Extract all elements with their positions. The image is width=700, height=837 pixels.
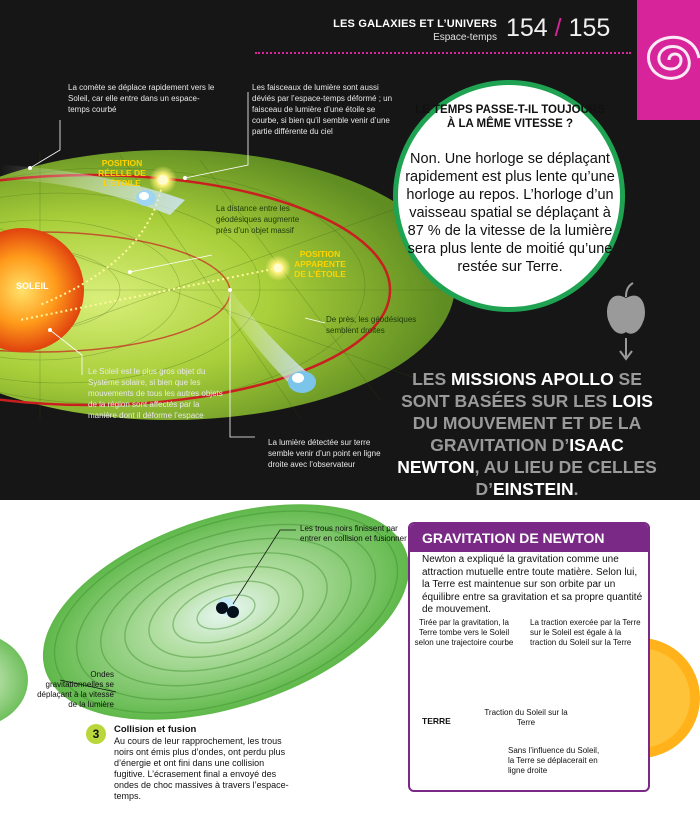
comet-1	[136, 190, 156, 206]
apollo-bold-1: MISSIONS APOLLO	[450, 369, 614, 389]
corner-tab	[637, 0, 700, 120]
apple-icon	[607, 283, 645, 334]
newton-box-heading: GRAVITATION DE NEWTON	[410, 524, 648, 552]
fall-note: Tirée par la gravitation, la Terre tombe vers le Soleil selon une trajectoire courbe	[414, 618, 514, 647]
sun-pull-note: Traction du Soleil sur la Terre	[484, 708, 568, 727]
page-numbers	[506, 14, 610, 43]
comet-note: La comète se déplace rapidement vers le Soleil, car elle entre dans un espace-temps courbé	[68, 83, 215, 114]
question-title: LE TEMPS PASSE-T-IL TOUJOURS À LA MÊME VITESSE ?	[415, 104, 605, 130]
apollo-text-5: .	[573, 479, 579, 499]
page-left: 154	[506, 14, 548, 42]
apollo-fact	[396, 368, 658, 500]
spiral-galaxy-icon	[637, 0, 700, 120]
apollo-text-2: SE SONT BASÉES SUR LES	[401, 369, 642, 411]
page-slash: /	[547, 14, 569, 42]
light-note: Les faisceaux de lumière sont aussi déviés par l’espace-temps déformé ; un faisceau de lumière d’une étoile se courbe, si bien qu’il semble venir d’une partie différente du ciel	[252, 83, 393, 136]
apollo-bold-4: EINSTEIN	[492, 479, 574, 499]
step-title: Collision et fusion	[114, 724, 197, 735]
apparent-position-label: POSITION APPARENTE DE L’ÉTOILE	[294, 249, 346, 279]
question-body: Non. Une horloge se déplaçant rapidement est plus lente qu’une horloge au repos. L’horloge d’un vaisseau spatial se déplaçant à 87 % de la vitesse de la lumière sera plus lente de moitié qu’une restée sur Terre.	[405, 151, 615, 275]
geodesic-note: La distance entre les géodésiques augmente près d’un objet massif	[216, 204, 300, 235]
header-divider	[255, 52, 631, 54]
step-number-badge: 3	[86, 724, 106, 744]
sun-label: SOLEIL	[16, 281, 49, 291]
apollo-text-1: LES	[412, 369, 451, 389]
waves-note: Ondes gravitationnelles se déplaçant à la vitesse de la lumière	[37, 670, 114, 709]
page-right: 155	[568, 14, 611, 42]
detected-light-note: La lumière détectée sur terre semble venir d’un point en ligne droite avec l’observateur	[268, 438, 381, 469]
apollo-text-4: , AU LIEU DE CELLES D’	[474, 457, 657, 499]
apollo-bold-2: LOIS	[612, 391, 653, 411]
newton-box	[408, 522, 650, 792]
straight-line-note: Sans l’influence du Soleil, la Terre se déplacerait en ligne droite	[508, 746, 600, 775]
comet-2	[288, 371, 316, 393]
newton-box-text: Newton a expliqué la gravitation comme une attraction mutuelle entre toute matière. Selon lui, la Terre est maintenue sur son orbite par un équilibre entre sa gravitation et sa propre quantité de mouvement.	[422, 554, 643, 615]
previous-stage-disc	[0, 632, 28, 728]
earth-label: TERRE	[422, 716, 451, 726]
sun-note: Le Soleil est le plus gros objet du Système solaire, si bien que les mouvements de tous les autres objets de la région sont affectés par la manière dont il déforme l’espace	[88, 367, 223, 420]
section-title: LES GALAXIES ET L’UNIVERS	[333, 18, 497, 30]
pull-note: La traction exercée par la Terre sur le Soleil est égale à la traction du Soleil sur la Terre	[530, 618, 641, 647]
apollo-bold-3: ISAAC NEWTON	[397, 435, 624, 477]
merge-note: Les trous noirs finissent par entrer en collision et fusionner	[300, 524, 407, 543]
real-position-label: POSITION RÉELLE DE L’ÉTOILE	[98, 158, 146, 188]
arrow-down-icon	[620, 338, 632, 359]
near-note: De près, les géodésiques semblent droites	[326, 315, 417, 335]
apollo-text-3: DU MOUVEMENT ET DE LA GRAVITATION D’	[412, 413, 642, 455]
section-subtitle: Espace-temps	[433, 32, 497, 43]
step-body: Au cours de leur rapprochement, les trous noirs ont émis plus d’ondes, ont perdu plus d’énergie et ont fini dans une collision fugitive. L’écrasement final a envoyé des ondes de choc massives à travers l’espace-temps.	[114, 736, 289, 801]
